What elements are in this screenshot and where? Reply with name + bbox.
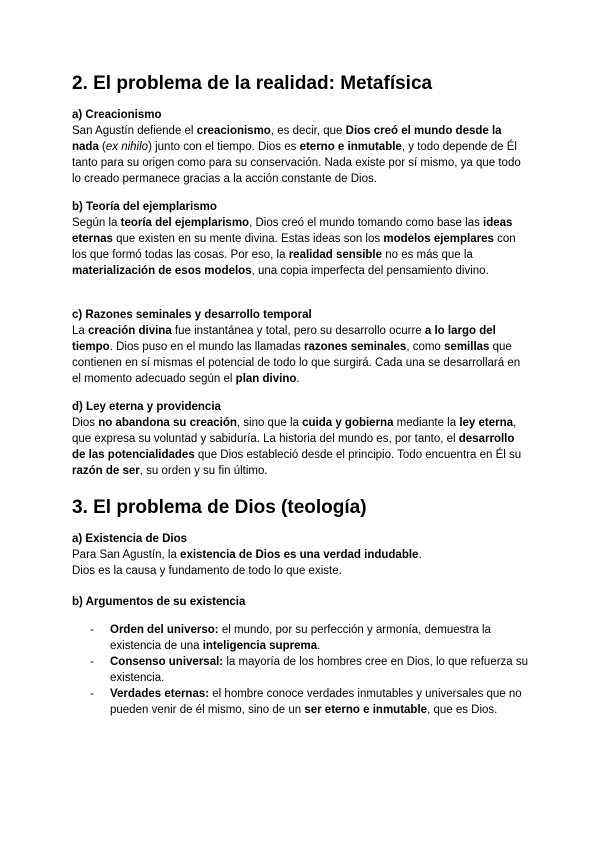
section-2a-paragraph: San Agustín defiende el creacionismo, es decir, que Dios creó el mundo desde la nada (ex nihilo) junto con el tiempo. Dios es eterno e inmutable, y todo depende de Él tanto para su origen como para su conservación. Nada existe por sí mismo, ya que todo lo creado permanece gracias a la acción constante de Dios.: [72, 125, 521, 185]
list-item: - Verdades eternas: el hombre conoce verdades inmutables y universales que no pueden venir de él mismo, sino de un ser eterno e inmutable, que es Dios.: [90, 688, 522, 716]
section-2a-heading: a) Creacionismo: [72, 109, 162, 121]
section-2d-paragraph: Dios no abandona su creación, sino que la cuida y gobierna mediante la ley eterna, que expresa su voluntad y sabiduría. La historia del mundo es, por tanto, el desarrollo de las potencialidades que Dios estableció desde el principio. Todo encuentra en Él su razón de ser, su orden y su fin último.: [72, 417, 522, 477]
section-2a: [72, 108, 530, 187]
section-3a-line-1: Para San Agustín, la existencia de Dios es una verdad indudable.: [72, 549, 422, 561]
section-2c: [72, 308, 530, 387]
section-3a-line-2: Dios es la causa y fundamento de todo lo que existe.: [72, 565, 342, 577]
section-3-title: 3. El problema de Dios (teología): [72, 497, 367, 518]
section-2b-paragraph: Según la teoría del ejemplarismo, Dios creó el mundo tomando como base las ideas eternas que existen en su mente divina. Estas ideas son los modelos ejemplares con los que formó todas las cosas. Por eso, la realidad sensible no es más que la materialización de esos modelos, una copia imperfecta del pensamiento divino.: [72, 217, 516, 277]
arguments-list: [90, 622, 530, 718]
section-2b-heading: b) Teoría del ejemplarismo: [72, 201, 217, 213]
section-2c-paragraph: La creación divina fue instantánea y total, pero su desarrollo ocurre a lo largo del tiempo. Dios puso en el mundo las llamadas razones seminales, como semillas que contienen en sí mismas el potencial de todo lo que surgirá. Cada una se desarrollará en el momento adecuado según el plan divino.: [72, 325, 521, 385]
section-2-title: 2. El problema de la realidad: Metafísica: [72, 73, 433, 94]
section-3a-heading: a) Existencia de Dios: [72, 533, 188, 545]
section-3b: [72, 595, 530, 718]
section-2d: [72, 400, 530, 479]
section-3b-heading: b) Argumentos de su existencia: [72, 596, 246, 608]
list-item: - Consenso universal: la mayoría de los hombres cree en Dios, lo que refuerza su existencia.: [90, 656, 529, 684]
list-item: - Orden del universo: el mundo, por su perfección y armonía, demuestra la existencia de una inteligencia suprema.: [90, 624, 491, 652]
section-3a: [72, 532, 530, 579]
section-2b: [72, 200, 530, 279]
section-2d-heading: d) Ley eterna y providencia: [72, 401, 221, 413]
section-2c-heading: c) Razones seminales y desarrollo temporal: [72, 309, 312, 321]
